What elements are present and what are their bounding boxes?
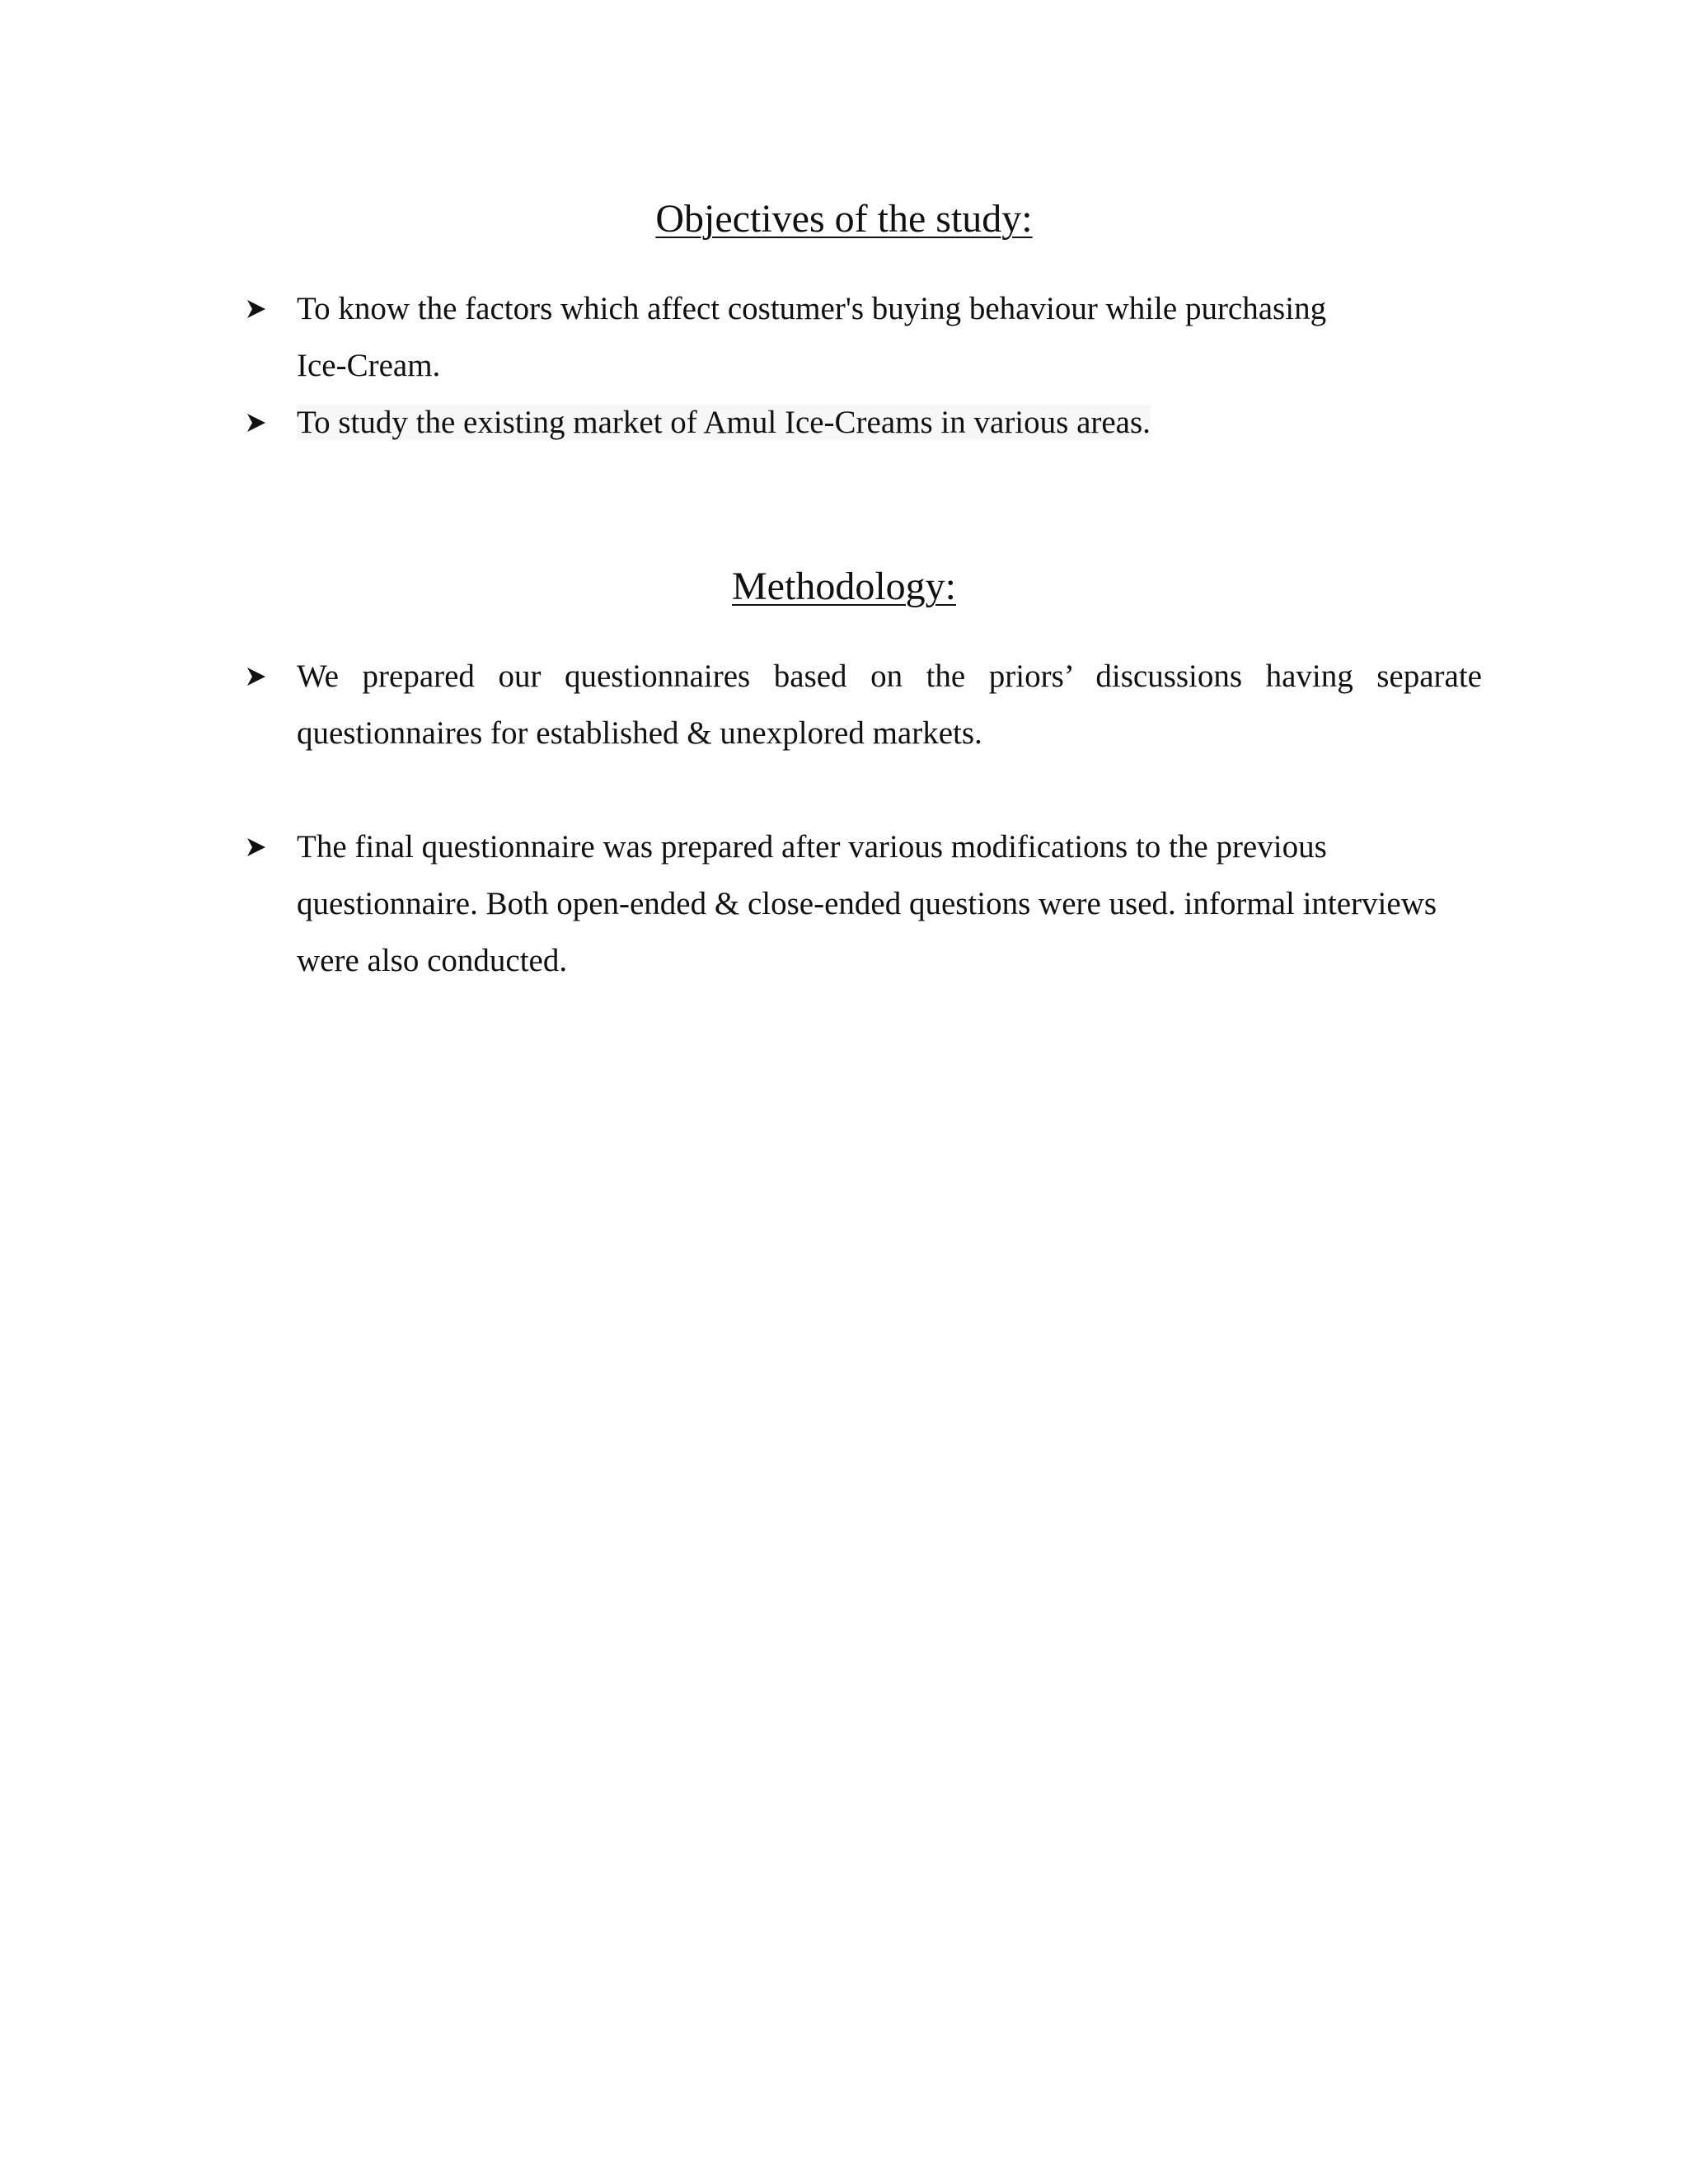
objectives-heading: Objectives of the study: <box>655 197 1033 241</box>
arrowhead-bullet-icon <box>246 648 274 705</box>
objective-item-1-text: To know the factors which affect costumer's buying behaviour while purchasing Ice-Cream. <box>297 291 1327 383</box>
arrowhead-bullet-icon <box>246 394 274 451</box>
objective-item-2-text: To study the existing market of Amul Ice-Creams in various areas. <box>297 405 1151 440</box>
list-item <box>246 648 1482 762</box>
methodology-heading: Methodology: <box>732 565 956 608</box>
list-item <box>246 280 1482 394</box>
list-item <box>246 818 1482 989</box>
arrowhead-bullet-icon <box>246 818 274 875</box>
list-item <box>246 394 1482 451</box>
objectives-list <box>246 280 1482 451</box>
arrowhead-bullet-icon <box>246 280 274 337</box>
methodology-list <box>246 648 1482 989</box>
methodology-item-1-text: We prepared our questionnaires based on the priors’ discussions having separate questionnaires for established & unexplored markets. <box>297 658 1482 751</box>
methodology-item-2-text: The final questionnaire was prepared after various modifications to the previous questionnaire. Both open-ended & close-ended questions were used. informal interviews were also conducted. <box>297 829 1437 978</box>
